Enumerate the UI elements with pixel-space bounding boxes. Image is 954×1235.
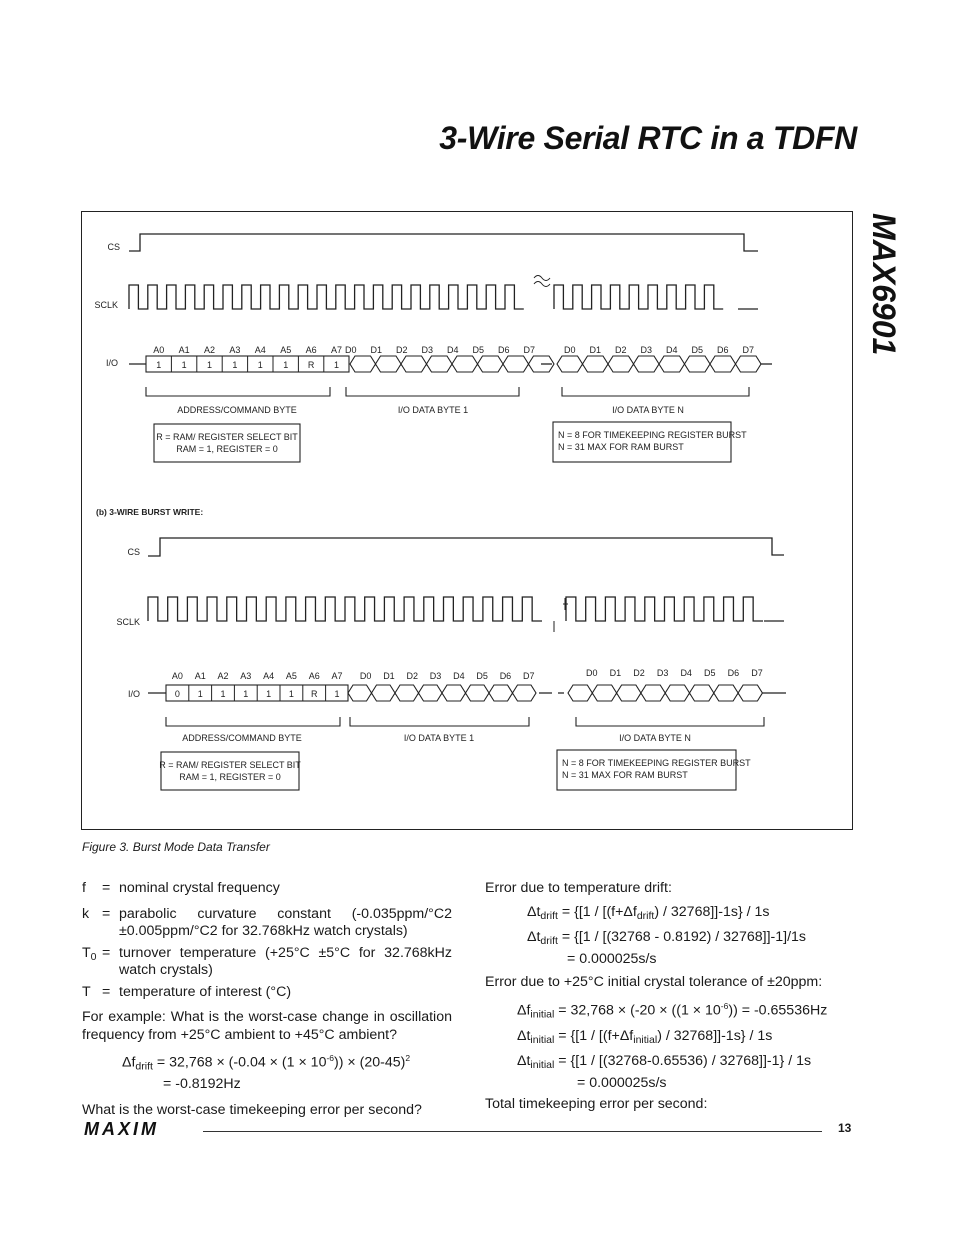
- eq-lhs: Δt: [517, 1027, 531, 1044]
- eq-rhs-a: = {[1 / [(f+Δf: [557, 903, 637, 920]
- addr-bit-value-read: 1: [232, 360, 238, 370]
- definition-equals: =: [102, 880, 111, 896]
- addr-label-read-a5: A5: [280, 345, 292, 355]
- brace-byteN-write: [576, 717, 764, 726]
- eq-continuation: = 0.000025s/s: [577, 1074, 667, 1091]
- addr-label-write-a0: A0: [171, 671, 183, 681]
- part-number-label: MAX6901: [866, 213, 902, 356]
- data-byte1-label-write-d0: D0: [359, 671, 372, 681]
- note-rambit-write-line: RAM = 1, REGISTER = 0: [179, 772, 281, 782]
- brace-addr-read: [146, 387, 330, 396]
- tolerance-heading: Error due to +25°C initial crystal tolerance of ±20ppm:: [485, 974, 823, 990]
- addr-bit-value-read: 1: [206, 360, 213, 370]
- eq-continuation: = 0.000025s/s: [567, 950, 657, 967]
- data-byteN-label-read-d6: D6: [716, 345, 729, 355]
- definition-symbol: k: [82, 905, 90, 922]
- definition-row: [82, 906, 452, 941]
- addr-bit-value-write: 0: [174, 689, 180, 699]
- page-number: 13: [838, 1121, 852, 1135]
- io-label-write: I/O: [127, 689, 140, 699]
- eq-lhs-sub: initial: [530, 1008, 555, 1021]
- cs-label-write: CS: [127, 547, 140, 557]
- data-byteN-label-write-d7: D7: [751, 668, 763, 678]
- data-byteN-label-read-d3: D3: [640, 345, 653, 355]
- maxim-logo-text: MAXIM: [84, 1120, 159, 1138]
- data-byteN-label-write-d2: D2: [633, 668, 645, 678]
- brace-addr-write: [166, 717, 340, 726]
- addr-bit-value-write: 1: [197, 689, 203, 699]
- definition-equals: =: [102, 944, 111, 961]
- eq-rhs-a: = {[1 / [(f+Δf: [554, 1027, 634, 1044]
- note-rambit-read-box: [154, 424, 300, 462]
- sclk-label-write: SCLK: [116, 617, 140, 627]
- data-byteN-label-read-d5: D5: [691, 345, 704, 355]
- drift-equation-2: [485, 929, 855, 968]
- addr-label-read-a3: A3: [229, 345, 241, 355]
- data-byteN-label-read-d4: D4: [665, 345, 678, 355]
- data-byteN-label-read-d7: D7: [742, 345, 755, 355]
- part-number-tab: [866, 213, 906, 373]
- eq-lhs: Δt: [517, 1053, 531, 1070]
- data-byteN-label-read-d0: D0: [563, 345, 576, 355]
- definition-row: [82, 945, 452, 980]
- example-paragraph: For example: What is the worst-case change in oscillation frequency from +25°C ambient to +45°C ambient?: [82, 1009, 452, 1043]
- eq-rhs-b: )) = -0.65536Hz: [728, 1002, 828, 1019]
- brace-byte1-read: [346, 387, 519, 396]
- definition-text: parabolic curvature constant (-0.035ppm/°C2 ±0.005ppm/°C2 for 32.768kHz watch crystals): [119, 905, 452, 939]
- data-byte1-label-write-d3: D3: [429, 671, 442, 681]
- tolerance-equation-2: [485, 1028, 855, 1050]
- definition-row: [82, 880, 452, 902]
- eq-rhs-b: ) / 32768]]-1s} / 1s: [654, 903, 770, 920]
- sclk-break-mark: [534, 276, 550, 287]
- eq-rhs-sub: initial: [633, 1033, 658, 1046]
- eq-lhs-sub: drift: [540, 935, 558, 947]
- addr-bit-value-write: 1: [334, 689, 340, 699]
- sclk-waveform-read-b: [554, 285, 723, 309]
- eq-lhs: Δt: [527, 929, 541, 945]
- data-byteN-read: [557, 356, 761, 372]
- eq-rhs-sup: -6: [720, 1000, 729, 1011]
- data-byteN-write: [568, 685, 762, 701]
- eq-rhs-a: = 32,768 × (-20 × ((1 × 10: [554, 1002, 721, 1019]
- brace-addr-label-read: ADDRESS/COMMAND BYTE: [177, 405, 297, 415]
- write-section-title: (b) 3-WIRE BURST WRITE:: [96, 507, 204, 517]
- definition-text: temperature of interest (°C): [119, 983, 292, 1000]
- addr-bit-value-read: 1: [181, 360, 187, 370]
- addr-bit-value-read: 1: [156, 360, 162, 370]
- definition-symbol: T: [82, 983, 91, 1000]
- total-error-heading: Total timekeeping error per second:: [485, 1096, 708, 1113]
- formula-lhs-sub: drift: [135, 1060, 153, 1073]
- eq-lhs: Δt: [527, 903, 541, 920]
- definition-equals: =: [102, 905, 111, 922]
- cs-label: CS: [107, 242, 120, 252]
- data-byte1-label-read-d3: D3: [421, 345, 434, 355]
- formula-rhs-sup2: 2: [405, 1053, 411, 1063]
- timing-diagram-frame: [81, 211, 853, 830]
- addr-label-write-a1: A1: [194, 671, 206, 681]
- data-byte1-label-write-d5: D5: [476, 671, 488, 681]
- data-byteN-label-write-d3: D3: [656, 668, 669, 678]
- sclk-label: SCLK: [94, 300, 118, 310]
- addr-bit-value-read: 1: [333, 360, 340, 370]
- addr-label-write-a2: A2: [217, 671, 229, 681]
- brace-byte1-write: [350, 717, 529, 726]
- formula-rhs-sup: -6: [326, 1053, 335, 1063]
- note-burstN-write-line: N = 8 FOR TIMEKEEPING REGISTER BURST: [562, 758, 751, 768]
- brace-byte1-label-read: I/O DATA BYTE 1: [397, 405, 469, 415]
- eq-lhs-sub: initial: [530, 1033, 555, 1046]
- data-byte1-label-write-d1: D1: [383, 671, 395, 681]
- addr-bit-value-read: R: [307, 360, 315, 370]
- drift-heading: Error due to temperature drift:: [485, 880, 672, 896]
- eq-lhs: Δf: [517, 1002, 531, 1019]
- note-burstN-read-line: N = 31 MAX FOR RAM BURST: [558, 442, 684, 452]
- data-byteN-label-write-d4: D4: [680, 668, 692, 678]
- note-burstN-write-line: N = 31 MAX FOR RAM BURST: [562, 770, 688, 780]
- addr-bit-value-write: R: [310, 689, 318, 699]
- eq-lhs-sub: initial: [530, 1059, 555, 1072]
- addr-label-write-a5: A5: [285, 671, 297, 681]
- data-byte1-label-write-d7: D7: [522, 671, 535, 681]
- brace-byte1-label-write: I/O DATA BYTE 1: [403, 733, 475, 743]
- sclk-waveform-read-a: [129, 285, 524, 309]
- data-byte1-label-write-d2: D2: [406, 671, 419, 681]
- page-title: 3-Wire Serial RTC in a TDFN: [439, 120, 857, 156]
- addr-label-write-a3: A3: [240, 671, 252, 681]
- addr-bit-value-write: 1: [243, 689, 249, 699]
- note-rambit-read-line: RAM = 1, REGISTER = 0: [176, 444, 278, 454]
- definition-symbol: $T_0$: [82, 944, 97, 963]
- eq-lhs-sub: drift: [540, 909, 558, 922]
- definition-row: [82, 984, 452, 1006]
- tolerance-equation-1: [485, 998, 855, 1024]
- addr-bit-value-write: 1: [288, 689, 294, 699]
- sclk-waveform-write-a: [148, 597, 542, 621]
- data-byte1-label-read-d2: D2: [395, 345, 408, 355]
- brace-addr-label-write: ADDRESS/COMMAND BYTE: [182, 733, 302, 743]
- error-question: What is the worst-case timekeeping error per second?: [82, 1101, 422, 1118]
- io-label: I/O: [105, 358, 118, 368]
- cs-waveform-read: [129, 234, 758, 251]
- addr-label-write-a6: A6: [308, 671, 320, 681]
- addr-bit-value-read: 1: [257, 360, 263, 370]
- data-byteN-label-write-d5: D5: [704, 668, 716, 678]
- formula-lhs: Δf: [122, 1054, 136, 1071]
- addr-label-read-a4: A4: [254, 345, 266, 355]
- tolerance-equation-3: [485, 1053, 855, 1092]
- data-byteN-label-write-d6: D6: [727, 668, 740, 678]
- data-byte1-write: [348, 685, 536, 701]
- eq-rhs-a: = {[1 / [(32768-0.65536) / 32768]]-1} / 1s: [554, 1053, 812, 1070]
- data-byte1-label-write-d6: D6: [499, 671, 512, 681]
- note-rambit-write-box: [161, 752, 299, 790]
- eq-rhs-a: = {[1 / [(32768 - 0.8192) / 32768]]-1]/1s: [557, 929, 806, 945]
- left-text-column: [82, 880, 452, 1125]
- footer-rule: [203, 1131, 822, 1132]
- formula-rhs-a: = 32,768 × (-0.04 × (1 × 10: [152, 1054, 327, 1071]
- addr-bit-value-write: 1: [220, 689, 226, 699]
- definition-list: [82, 880, 452, 1005]
- maxim-logo: [84, 1120, 194, 1138]
- data-byte1-label-write-d4: D4: [453, 671, 465, 681]
- drift-frequency-formula: [82, 1050, 452, 1094]
- addr-label-read-a7: A7: [330, 345, 343, 355]
- right-text-column: [485, 880, 855, 1120]
- definition-text: turnover temperature (+25°C ±5°C for 32.768kHz watch crystals): [119, 944, 452, 978]
- brace-byteN-label-write: I/O DATA BYTE N: [619, 733, 691, 743]
- addr-label-read-a0: A0: [153, 345, 165, 355]
- note-burstN-read-line: N = 8 FOR TIMEKEEPING REGISTER BURST: [558, 430, 747, 440]
- definition-text: nominal crystal frequency: [119, 880, 280, 896]
- data-byte1-label-read-d4: D4: [446, 345, 459, 355]
- figure-caption: Figure 3. Burst Mode Data Transfer: [82, 840, 270, 854]
- data-byte1-label-read-d1: D1: [370, 345, 383, 355]
- brace-byteN-read: [562, 387, 749, 396]
- cs-waveform-write: [148, 538, 784, 556]
- addr-bit-value-read: 1: [283, 360, 289, 370]
- addr-label-read-a1: A1: [178, 345, 190, 355]
- data-byte1-label-read-d7: D7: [523, 345, 536, 355]
- sclk-waveform-write-b: [566, 597, 763, 621]
- data-byteN-label-read-d2: D2: [614, 345, 627, 355]
- note-rambit-read-line: R = RAM/ REGISTER SELECT BIT: [156, 432, 298, 442]
- addr-bit-value-write: 1: [266, 689, 272, 699]
- drift-equation-1: [485, 904, 855, 926]
- addr-label-write-a7: A7: [331, 671, 343, 681]
- data-byteN-label-read-d1: D1: [589, 345, 602, 355]
- eq-rhs-sub: drift: [636, 909, 655, 922]
- burst-mode-timing-diagram: [82, 212, 852, 829]
- addr-label-write-a4: A4: [263, 671, 275, 681]
- definition-equals: =: [102, 983, 111, 1000]
- eq-rhs-b: ) / 32768]]-1s} / 1s: [657, 1027, 773, 1044]
- note-rambit-write-line: R = RAM/ REGISTER SELECT BIT: [159, 760, 301, 770]
- formula-rhs-b: )) × (20-45): [334, 1054, 406, 1071]
- data-byte1-label-read-d6: D6: [497, 345, 510, 355]
- addr-label-read-a6: A6: [305, 345, 317, 355]
- brace-byteN-label-read: I/O DATA BYTE N: [612, 405, 684, 415]
- data-byteN-label-write-d1: D1: [609, 668, 622, 678]
- addr-label-read-a2: A2: [203, 345, 216, 355]
- data-byte1-read: [350, 356, 554, 372]
- data-byte1-label-read-d0: D0: [344, 345, 357, 355]
- data-byteN-label-write-d0: D0: [586, 668, 598, 678]
- definition-symbol: f: [82, 880, 86, 896]
- formula-continuation: = -0.8192Hz: [163, 1076, 241, 1093]
- data-byte1-label-read-d5: D5: [472, 345, 485, 355]
